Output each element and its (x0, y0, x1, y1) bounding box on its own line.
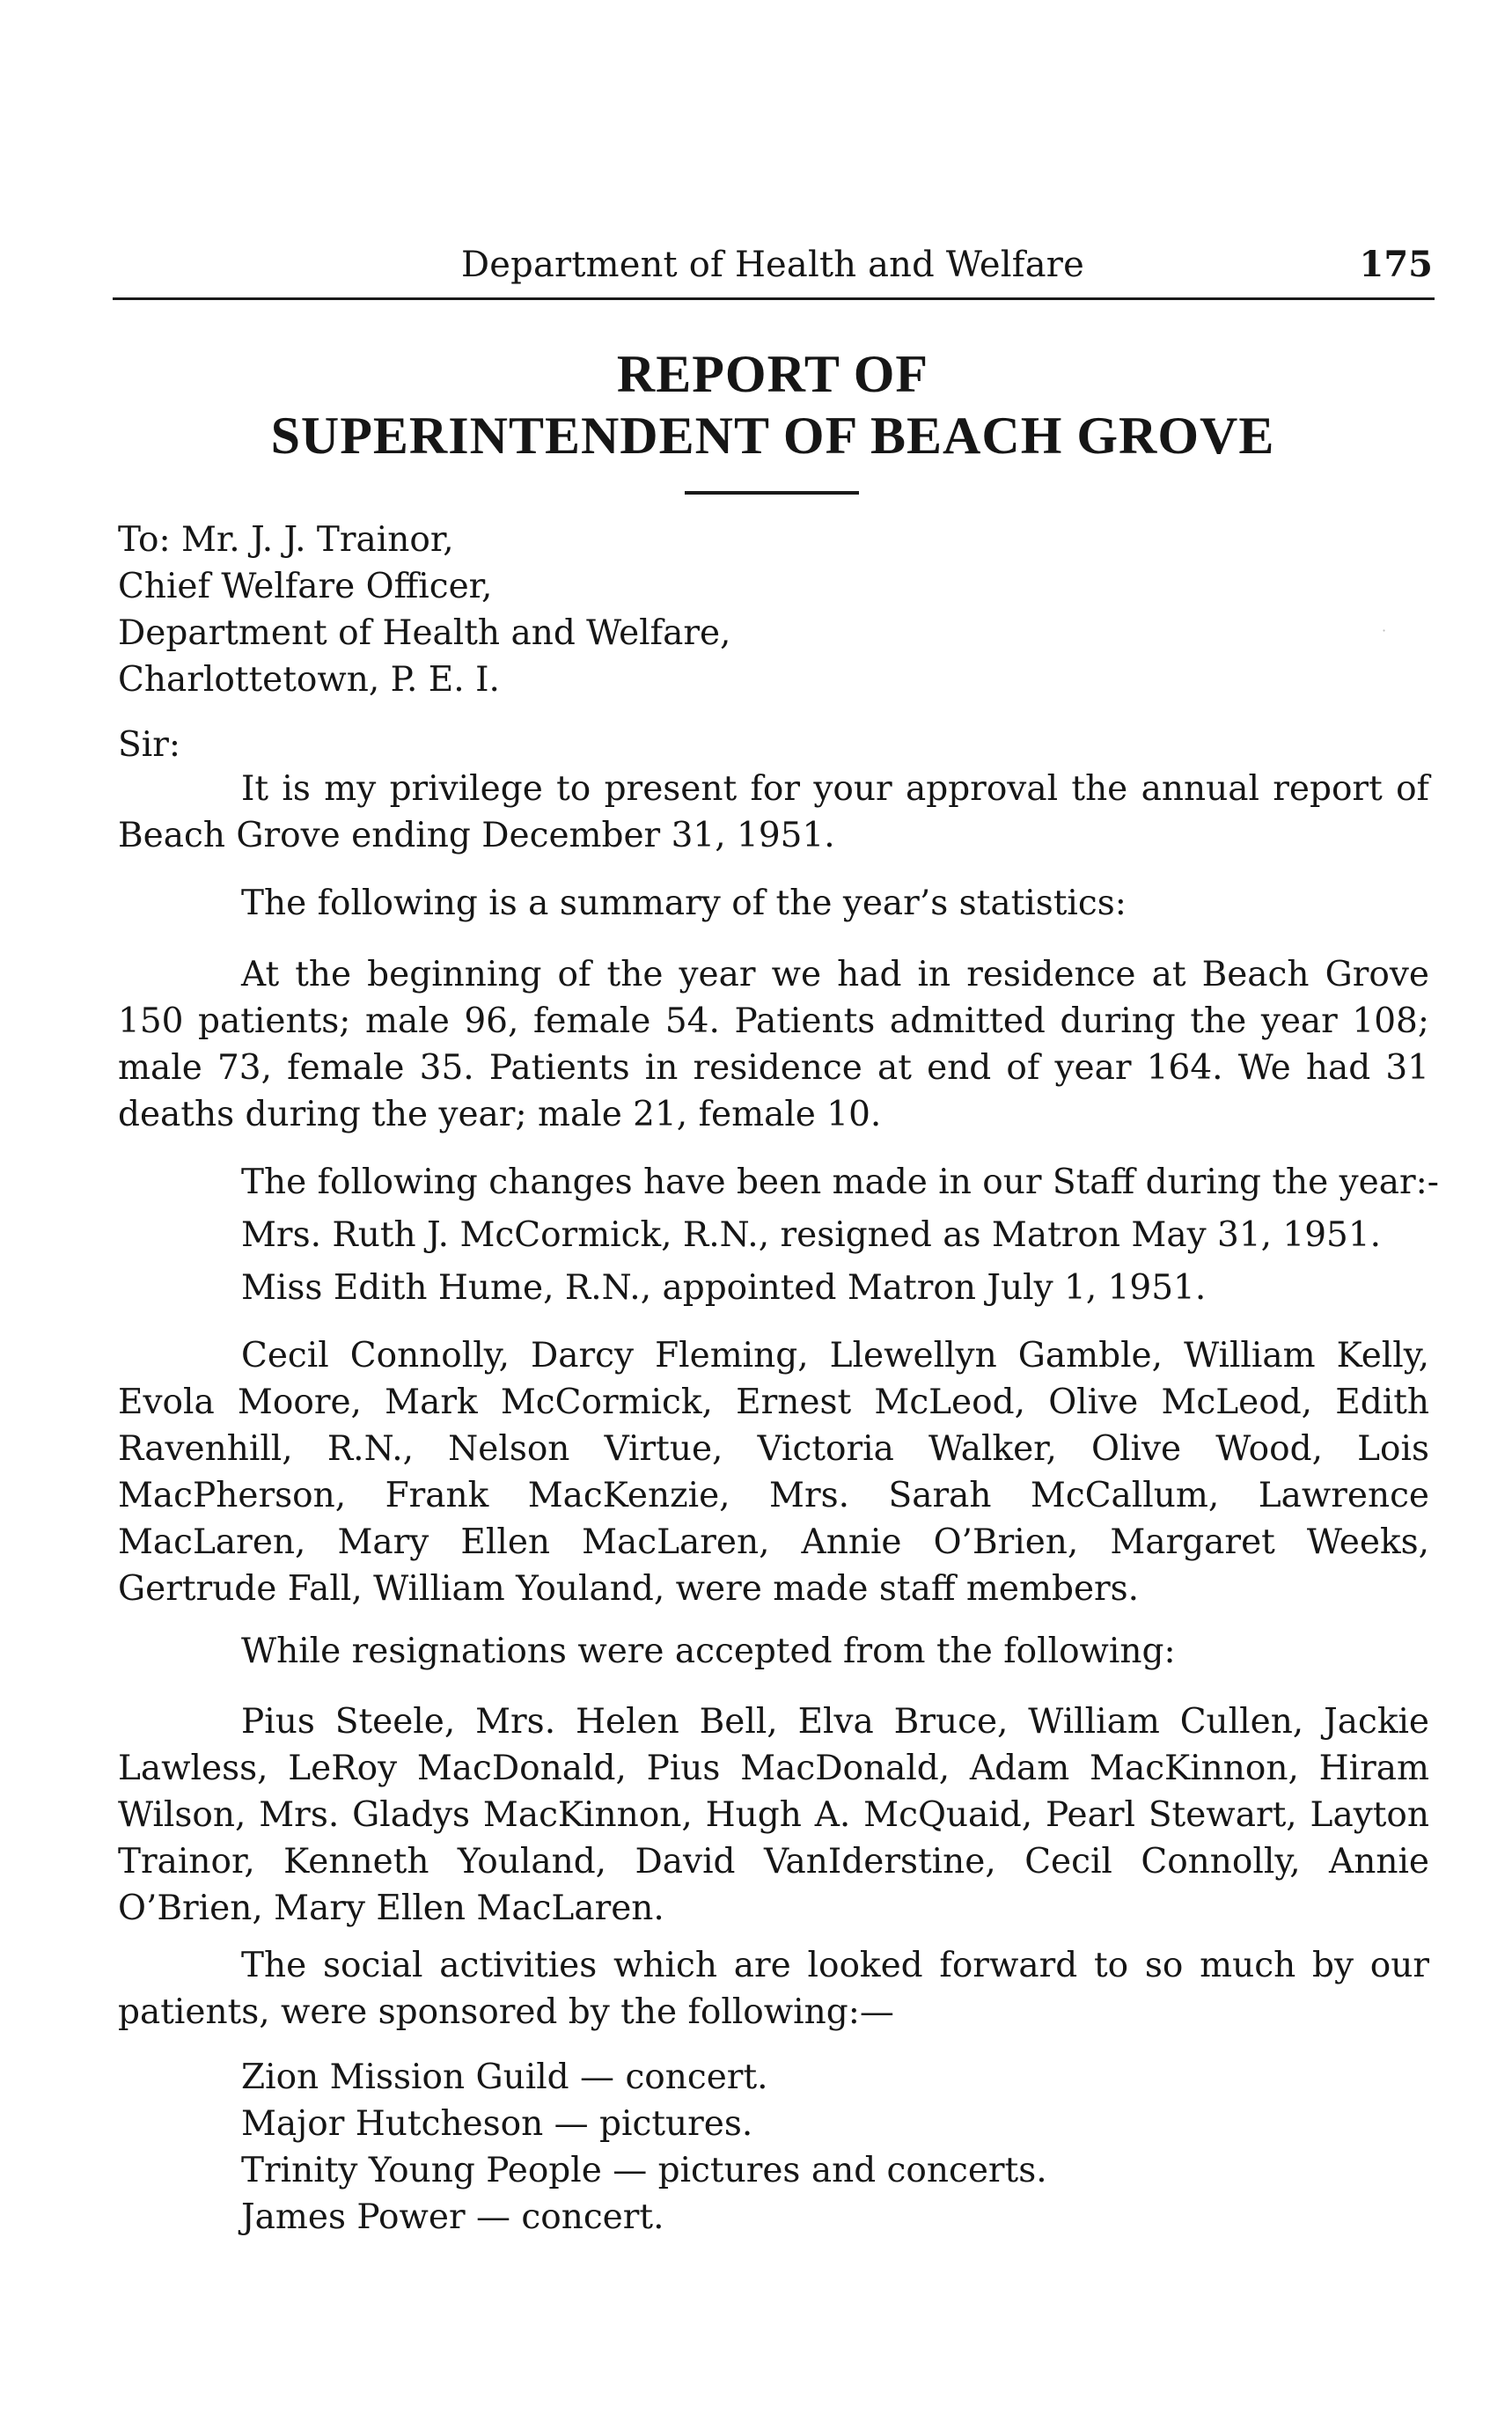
paragraph-statistics: At the beginning of the year we had in residence at Beach Grove 150 patients; male 96, female 54. Patients admitted during the year 108; male 73, female 35. Patients in residence at end of year 164. We had 31 deaths during the year; male 21, female 10. (118, 955, 1429, 1134)
paragraph-resignations-lead: While resignations were accepted from the following: (241, 1632, 1176, 1671)
paragraph-staff-changes: The following changes have been made in our Staff during the year:- (241, 1163, 1439, 1202)
running-title: Department of Health and Welfare (461, 245, 1084, 285)
salutation: Sir: (118, 725, 180, 765)
title-rule (685, 491, 859, 495)
sponsor-item: Major Hutcheson — pictures. (241, 2104, 753, 2144)
page-number: 175 (1359, 244, 1433, 285)
scan-speck: · (1382, 622, 1387, 639)
header-rule (113, 297, 1435, 300)
paragraph-new-staff: Cecil Connolly, Darcy Fleming, Llewellyn Gamble, William Kelly, Evola Moore, Mark McCormick, Ernest McLeod, Olive McLeod, Edith Ravenhill, R.N., Nelson Virtue, Victoria Walker, Olive Wood, Lois MacPherson, Frank MacKenzie, Mrs. Sarah McCallum, Lawrence MacLaren, Mary Ellen MacLaren, Annie O’Brien, Margaret Weeks, Gertrude Fall, William Youland, were made staff members. (118, 1336, 1429, 1609)
address-line-4: Charlottetown, P. E. I. (118, 660, 500, 700)
sponsor-item: Zion Mission Guild — concert. (241, 2058, 768, 2097)
paragraph-summary-lead: The following is a summary of the year’s statistics: (241, 884, 1127, 923)
staff-resignation-matron: Mrs. Ruth J. McCormick, R.N., resigned as Matron May 31, 1951. (241, 1215, 1382, 1255)
paragraph-resignations: Pius Steele, Mrs. Helen Bell, Elva Bruce, William Cullen, Jackie Lawless, LeRoy MacDonald, Pius MacDonald, Adam MacKinnon, Hiram Wilson, Mrs. Gladys MacKinnon, Hugh A. McQuaid, Pearl Stewart, Layton Trainor, Kenneth Youland, David VanIderstine, Cecil Connolly, Annie O’Brien, Mary Ellen MacLaren. (118, 1702, 1429, 1928)
address-line-1: To: Mr. J. J. Trainor, (118, 520, 454, 560)
staff-appointment-matron: Miss Edith Hume, R.N., appointed Matron July 1, 1951. (241, 1268, 1207, 1308)
paragraph-intro: It is my privilege to present for your approval the annual report of Beach Grove ending December 31, 1951. (118, 769, 1429, 855)
report-title-line-2: SUPERINTENDENT OF BEACH GROVE (270, 407, 1275, 465)
address-line-3: Department of Health and Welfare, (118, 613, 731, 653)
sponsor-item: Trinity Young People — pictures and concerts. (241, 2151, 1047, 2190)
paragraph-social-activities: The social activities which are looked forward to so much by our patients, were sponsored by the following:— (118, 1946, 1429, 2032)
report-title-line-1: REPORT OF (616, 345, 929, 403)
sponsor-item: James Power — concert. (241, 2197, 664, 2237)
address-line-2: Chief Welfare Officer, (118, 567, 493, 606)
running-header (113, 243, 1433, 296)
